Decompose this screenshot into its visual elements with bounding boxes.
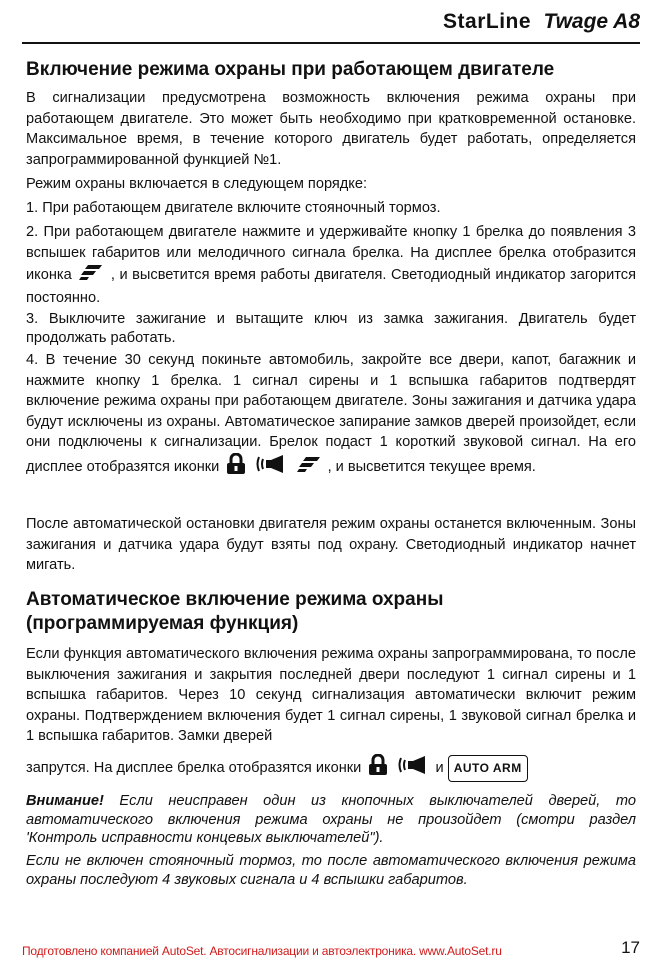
model-name: Twage A8 xyxy=(543,10,640,33)
section2-icons-line xyxy=(26,754,636,783)
page-header xyxy=(22,10,640,44)
step-2-text-a: 2. При работающем двигателе нажмите и удерживайте кнопку 1 брелка до появления 3 вспышек габаритов или мелодичного сигнала брелка. На дисплее брелка отобразится иконка xyxy=(26,224,636,284)
footer-credit: Подготовлено компанией AutoSet. Автосигнализации и автоэлектроника. www.AutoSet.ru xyxy=(22,944,502,958)
section2-title-1: Автоматическое включение режима охраны xyxy=(26,589,444,610)
step-3: 3. Выключите зажигание и вытащите ключ из замка зажигания. Двигатель будет продолжать работать. xyxy=(26,311,636,346)
warning-text: Если неисправен один из кнопочных выключателей дверей, то автоматического включения режима охраны не произойдет (смотри раздел 'Контроль исправности концевых выключателей"). xyxy=(26,793,636,846)
brand-name: StarLine xyxy=(443,10,532,33)
step-4-text-a: 4. В течение 30 секунд покиньте автомобиль, закройте все двери, капот, багажник и нажмите кнопку 1 брелка. 1 сигнал сирены и 1 вспышка габаритов подтвердят включение режима охраны при работающем двигателе. Зоны зажигания и датчика удара будут исключены из охраны. Автоматическое запирание замков дверей произойдет, если они подключены к сигнализации. Брелок подаст 1 короткий звуковой сигнал. На его дисплее отобразятся иконки xyxy=(26,352,636,475)
step-2-text-b: , и высветится время работы двигателя. Светодиодный индикатор загорится постоянно. xyxy=(26,267,636,306)
step-1: 1. При работающем двигателе включите стояночный тормоз. xyxy=(26,200,441,216)
engine-run-icon xyxy=(296,455,322,480)
section1-title: Включение режима охраны при работающем двигателе xyxy=(26,59,555,80)
parking-brake-note: Если не включен стояночный тормоз, то после автоматического включения режима охраны последуют 4 звуковых сигнала и 4 вспышки габаритов. xyxy=(26,853,636,888)
siren-icon xyxy=(255,453,287,482)
section2-text-b: запрутся. На дисплее брелка отобразятся иконки xyxy=(26,760,362,777)
step-4-text-b: , и высветится текущее время. xyxy=(327,458,536,475)
step-4 xyxy=(26,350,636,481)
page-number: 17 xyxy=(621,938,640,957)
engine-run-icon xyxy=(78,263,104,288)
warning-block xyxy=(26,792,636,848)
section2-title-2: (программируемая функция) xyxy=(26,613,299,634)
warning-label: Внимание! xyxy=(26,793,104,809)
section2-paragraph: Если функция автоматического включения режима охраны запрограммирована, то после выключения зажигания и закрытия последней двери последуют 1 сигнал сирены и 1 вспышка габаритов. Через 10 секунд сигнализация автоматически включит режим охраны. Подтверждением включения будет 1 сигнал сирены, 1 звуковой сигнал брелка и 1 вспышка габаритов. Замки дверей xyxy=(26,646,636,744)
lock-icon xyxy=(225,453,247,482)
step-2 xyxy=(26,222,636,308)
section1-intro-2: Режим охраны включается в следующем порядке: xyxy=(26,176,368,192)
section1-after: После автоматической остановки двигателя режим охраны останется включенным. Зоны зажигания и датчика удара будут взяты под охрану. Светодиодный индикатор начнет мигать. xyxy=(26,516,636,573)
section2-text-c: и xyxy=(435,760,444,777)
siren-icon xyxy=(397,754,429,783)
section1-intro-1: В сигнализации предусмотрена возможность включения режима охраны при работающем двигателе. Это может быть необходимо при кратковременной остановке. Максимальное время, в течение которого двигатель будет работать, определяется запрограммированной функцией №1. xyxy=(26,90,636,168)
auto-arm-badge: AUTO ARM xyxy=(448,755,528,782)
lock-icon xyxy=(367,754,389,783)
